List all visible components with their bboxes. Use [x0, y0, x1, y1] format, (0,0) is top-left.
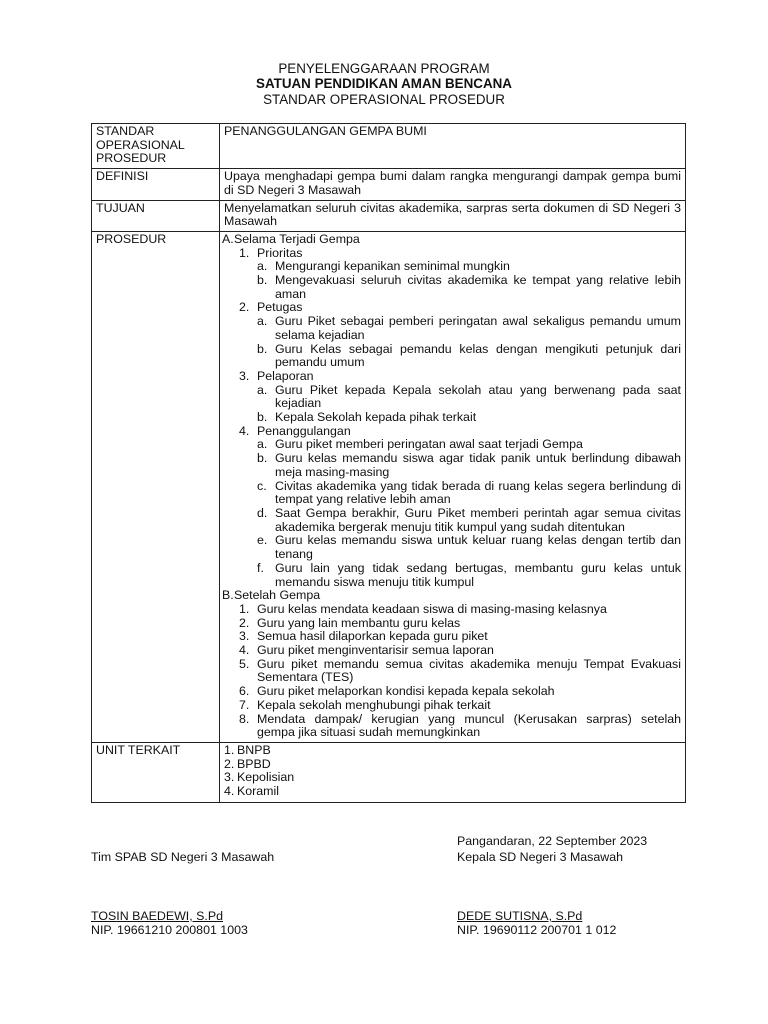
list-item: [222, 685, 681, 699]
item-number: 2.: [239, 300, 250, 315]
list-item: [222, 411, 681, 425]
row-tujuan: [92, 200, 686, 231]
item-text: Guru piket memandu semua civitas akademika menuju Tempat Evakuasi Sementara (TES): [257, 656, 681, 685]
item-text: Kepolisian: [237, 770, 295, 785]
item-title: Prioritas: [257, 245, 303, 260]
right-signer-nip: NIP. 19690112 200701 1 012: [457, 923, 617, 937]
item-marker: a.: [257, 382, 268, 397]
item-number: 2.: [239, 615, 250, 630]
item-text: Guru piket melaporkan kondisi kepada kepala sekolah: [257, 684, 555, 699]
item-text: Saat Gempa berakhir, Guru Piket memberi perintah agar semua civitas akademika bergerak menuju titik kumpul yang sudah ditentukan: [275, 505, 681, 534]
item-text: Kepala Sekolah kepada pihak terkait: [275, 410, 477, 425]
label-tujuan: TUJUAN: [92, 200, 220, 231]
section-b-label: Setelah Gempa: [234, 588, 321, 603]
right-signer-name: DEDE SUTISNA, S.Pd: [457, 909, 583, 923]
item-number: 3.: [224, 770, 235, 785]
section-b-marker: B.: [222, 588, 234, 603]
item-text: Civitas akademika yang tidak berada di ruang kelas segera berlindung di tempat yang relative lebih aman: [275, 478, 681, 507]
item-marker: b.: [257, 341, 268, 356]
list-item: [222, 274, 681, 301]
item-text: Guru Piket sebagai pemberi peringatan awal sekaligus pemandu umum selama kejadian: [275, 314, 681, 342]
item-number: 5.: [239, 656, 250, 671]
section-a-title: [222, 233, 681, 247]
header-title: SATUAN PENDIDIKAN AMAN BENCANA: [256, 76, 512, 92]
value-definisi: Upaya menghadapi gempa bumi dalam rangka mengurangi dampak gempa bumi di SD Negeri 3 Masawah: [220, 169, 686, 200]
item-marker: b.: [257, 451, 268, 466]
item-title: Petugas: [257, 300, 303, 315]
item-text: Kepala sekolah menghubungi pihak terkait: [257, 697, 491, 712]
list-item: [224, 758, 681, 772]
label-prosedur: PROSEDUR: [92, 231, 220, 742]
item-marker: f.: [257, 560, 264, 575]
list-item: [222, 617, 681, 631]
list-item: [222, 534, 681, 561]
list-item: [222, 301, 681, 315]
list-item: [222, 260, 681, 274]
list-item: [222, 603, 681, 617]
item-title: Penanggulangan: [257, 423, 351, 438]
item-text: Mengurangi kepanikan seminimal mungkin: [275, 259, 510, 274]
item-number: 4.: [239, 423, 250, 438]
item-title: Pelaporan: [257, 368, 314, 383]
right-signer-role: Kepala SD Negeri 3 Masawah: [457, 850, 623, 864]
value-sop: PENANGGULANGAN GEMPA BUMI: [220, 124, 686, 169]
list-item: [222, 480, 681, 507]
item-marker: b.: [257, 273, 268, 288]
list-item: [222, 425, 681, 439]
item-text: Koramil: [237, 784, 279, 799]
item-text: Guru kelas mendata keadaan siswa di masing-masing kelasnya: [257, 601, 607, 616]
left-signer-nip: NIP. 19661210 200801 1003: [91, 923, 248, 937]
item-text: Guru kelas memandu siswa agar tidak panik untuk berlindung dibawah meja masing-masing: [275, 451, 681, 479]
value-unit-terkait: [220, 742, 686, 802]
item-text: Guru piket memberi peringatan awal saat terjadi Gempa: [275, 437, 583, 452]
item-number: 3.: [239, 629, 250, 644]
item-number: 2.: [224, 756, 235, 771]
item-text: BPBD: [237, 756, 271, 771]
value-tujuan: Menyelamatkan seluruh civitas akademika, sarpras serta dokumen di SD Negeri 3 Masawah: [220, 200, 686, 231]
item-text: Guru piket menginventarisir semua laporan: [257, 643, 494, 658]
list-item: [222, 644, 681, 658]
list-item: [224, 785, 681, 799]
left-signer-name: TOSIN BAEDEWI, S.Pd: [91, 909, 223, 923]
item-text: BNPB: [237, 742, 271, 757]
left-signer-role: Tim SPAB SD Negeri 3 Masawah: [91, 850, 275, 864]
item-marker: e.: [257, 533, 268, 548]
item-marker: d.: [257, 505, 268, 520]
item-number: 1.: [239, 601, 250, 616]
item-text: Guru kelas memandu siswa untuk keluar ruang kelas dengan tertib dan tenang: [275, 533, 681, 562]
item-text: Guru lain yang tidak sedang bertugas, membantu guru kelas untuk memandu siswa menuju titik kumpul: [275, 560, 681, 589]
list-item: [222, 438, 681, 452]
list-item: [222, 247, 681, 261]
document-header: [0, 61, 768, 107]
place-date: Pangandaran, 22 September 2023: [457, 834, 648, 848]
item-text: Guru Kelas sebagai pemandu kelas dengan mengikuti petunjuk dari pemandu umum: [275, 341, 681, 370]
item-number: 4.: [239, 643, 250, 658]
item-marker: c.: [257, 478, 267, 493]
item-number: 1.: [239, 245, 250, 260]
item-text: Guru Piket kepada Kepala sekolah atau yang berwenang pada saat kejadian: [275, 382, 681, 411]
list-item: [222, 384, 681, 411]
header-subtitle: STANDAR OPERASIONAL PROSEDUR: [263, 91, 505, 107]
item-number: 1.: [224, 742, 235, 757]
item-marker: b.: [257, 410, 268, 425]
label-unit-terkait: UNIT TERKAIT: [92, 742, 220, 802]
sop-table: [91, 123, 686, 803]
section-b-title: [222, 589, 681, 603]
label-sop: STANDAR OPERASIONAL PROSEDUR: [92, 124, 220, 169]
item-text: Mendata dampak/ kerugian yang muncul (Kerusakan sarpras) setelah gempa jika situasi sudah memungkinkan: [257, 711, 681, 740]
item-marker: a.: [257, 437, 268, 452]
item-number: 6.: [239, 684, 250, 699]
value-prosedur: [220, 231, 686, 742]
item-text: Semua hasil dilaporkan kepada guru piket: [257, 629, 488, 644]
list-item: [222, 630, 681, 644]
list-item: [222, 452, 681, 479]
item-text: Mengevakuasi seluruh civitas akademika ke tempat yang relative lebih aman: [275, 273, 681, 301]
list-item: [222, 343, 681, 370]
list-item: [222, 658, 681, 685]
list-item: [222, 713, 681, 740]
list-item: [222, 699, 681, 713]
list-item: [224, 771, 681, 785]
item-number: 8.: [239, 711, 250, 726]
item-number: 3.: [239, 368, 250, 383]
list-item: [222, 315, 681, 342]
row-sop: [92, 124, 686, 169]
item-marker: a.: [257, 259, 268, 274]
row-definisi: [92, 169, 686, 200]
section-a-marker: A.: [222, 231, 234, 246]
list-item: [222, 370, 681, 384]
list-item: [224, 744, 681, 758]
section-a-label: Selama Terjadi Gempa: [234, 231, 360, 246]
item-number: 7.: [239, 697, 250, 712]
item-number: 4.: [224, 784, 235, 799]
header-program: PENYELENGGARAAN PROGRAM: [278, 61, 490, 76]
item-marker: a.: [257, 314, 268, 329]
label-definisi: DEFINISI: [92, 169, 220, 200]
row-unit-terkait: [92, 742, 686, 802]
list-item: [222, 562, 681, 589]
list-item: [222, 507, 681, 534]
item-text: Guru yang lain membantu guru kelas: [257, 615, 461, 630]
row-prosedur: [92, 231, 686, 742]
